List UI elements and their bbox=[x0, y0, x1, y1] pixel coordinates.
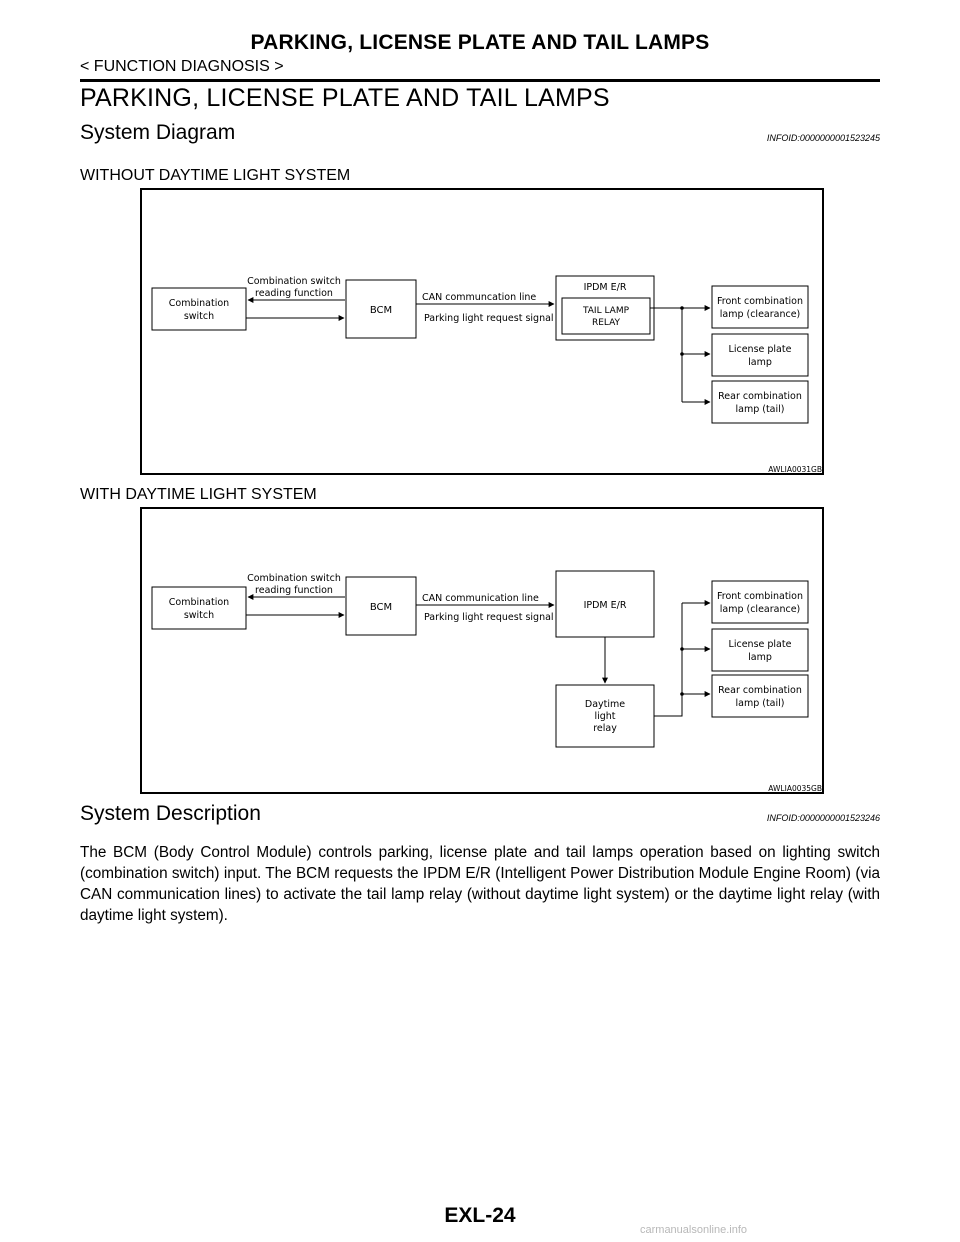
tail-lamp-relay-label-1: TAIL LAMP bbox=[582, 306, 630, 316]
parking-signal-label: Parking light request signal bbox=[424, 612, 554, 623]
front-lamp-label-2: lamp (clearance) bbox=[719, 309, 801, 320]
tail-lamp-relay-label-2: RELAY bbox=[591, 318, 621, 328]
combination-switch-label-2: switch bbox=[183, 311, 215, 322]
figure1-subheading: WITHOUT DAYTIME LIGHT SYSTEM bbox=[80, 167, 351, 184]
license-lamp-label-1: License plate bbox=[728, 344, 792, 355]
front-lamp-label-2: lamp (clearance) bbox=[719, 604, 801, 615]
license-lamp-label-1: License plate bbox=[728, 639, 792, 650]
ipdm-label: IPDM E/R bbox=[583, 600, 627, 611]
bcm-box bbox=[346, 577, 416, 635]
can-line-label: CAN communication line bbox=[422, 593, 539, 604]
ipdm-label: IPDM E/R bbox=[583, 282, 627, 293]
system-description-heading: System Description bbox=[80, 802, 261, 825]
header-title: PARKING, LICENSE PLATE AND TAIL LAMPS bbox=[250, 31, 710, 54]
rear-lamp-label-2: lamp (tail) bbox=[735, 698, 785, 709]
rear-combination-lamp-box bbox=[712, 675, 808, 717]
daytime-light-relay-box bbox=[556, 685, 654, 747]
header-divider bbox=[80, 79, 880, 82]
bcm-label: BCM bbox=[369, 305, 393, 316]
combination-switch-box bbox=[152, 587, 246, 629]
reading-function-label-1: Combination switch bbox=[247, 276, 341, 287]
figure1-diagram bbox=[140, 188, 824, 475]
license-plate-lamp-box bbox=[712, 334, 808, 376]
reading-function-label-2: reading function bbox=[255, 585, 333, 596]
figure2-diagram bbox=[140, 507, 824, 794]
section-title: PARKING, LICENSE PLATE AND TAIL LAMPS bbox=[80, 84, 610, 112]
front-combination-lamp-box bbox=[712, 286, 808, 328]
system-description-text: The BCM (Body Control Module) controls parking, license plate and tail lamps operation based on lighting switch (combination switch) input. The BCM requests the IPDM E/R (Intelligent Power Distribution Module Engine Room) (via CAN communication lines) to activate the tail lamp relay (without daytime light system) or the daytime light relay (with daytime light system). bbox=[80, 844, 880, 924]
combination-switch-label-1: Combination bbox=[168, 298, 230, 309]
system-diagram-heading: System Diagram bbox=[80, 121, 236, 144]
bcm-label: BCM bbox=[369, 602, 393, 613]
combination-switch-label-1: Combination bbox=[168, 597, 230, 608]
license-lamp-label-2: lamp bbox=[748, 357, 772, 368]
front-lamp-label-1: Front combination bbox=[716, 296, 804, 307]
figure2-code: AWLIA0035GB bbox=[768, 784, 822, 793]
daytime-relay-label-3: relay bbox=[593, 723, 617, 734]
ipdm-box bbox=[556, 276, 654, 340]
license-plate-lamp-box bbox=[712, 629, 808, 671]
reading-function-label-1: Combination switch bbox=[247, 573, 341, 584]
tail-lamp-relay-box bbox=[562, 298, 650, 334]
rear-combination-lamp-box bbox=[712, 381, 808, 423]
system-description-infoid: INFOID:0000000001523246 bbox=[766, 813, 880, 823]
watermark: carmanualsonline.info bbox=[640, 1224, 748, 1236]
figure2-subheading: WITH DAYTIME LIGHT SYSTEM bbox=[80, 486, 317, 503]
daytime-relay-label-1: Daytime bbox=[584, 699, 626, 710]
bcm-box bbox=[346, 280, 416, 338]
parking-signal-label: Parking light request signal bbox=[424, 313, 554, 324]
daytime-relay-label-2: light bbox=[594, 711, 616, 722]
front-lamp-label-1: Front combination bbox=[716, 591, 804, 602]
system-diagram-infoid: INFOID:0000000001523245 bbox=[766, 133, 880, 143]
figure1-code: AWLIA0031GB bbox=[768, 465, 822, 474]
combination-switch-label-2: switch bbox=[183, 610, 215, 621]
rear-lamp-label-1: Rear combination bbox=[718, 391, 802, 402]
page-number: EXL-24 bbox=[444, 1204, 516, 1227]
rear-lamp-label-2: lamp (tail) bbox=[735, 404, 785, 415]
reading-function-label-2: reading function bbox=[255, 288, 333, 299]
license-lamp-label-2: lamp bbox=[748, 652, 772, 663]
rear-lamp-label-1: Rear combination bbox=[718, 685, 802, 696]
can-line-label: CAN communcation line bbox=[422, 292, 537, 303]
combination-switch-box bbox=[152, 288, 246, 330]
ipdm-box bbox=[556, 571, 654, 637]
front-combination-lamp-box bbox=[712, 581, 808, 623]
breadcrumb: < FUNCTION DIAGNOSIS > bbox=[80, 58, 284, 75]
